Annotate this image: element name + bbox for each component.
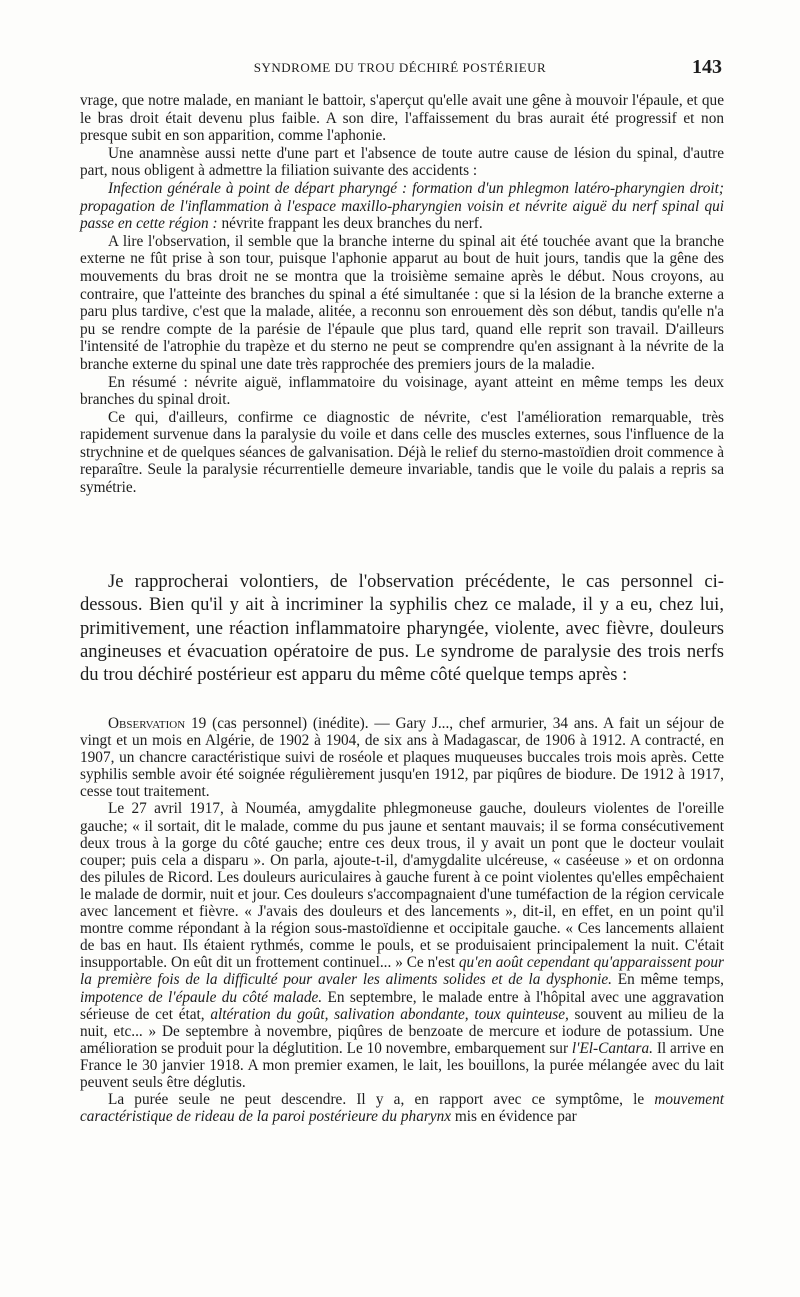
paragraph [80, 180, 724, 233]
text-block-observation [80, 715, 724, 1125]
text-run: mis en évidence par [451, 1108, 577, 1126]
text-run: En même temps, [611, 971, 724, 989]
text-block-main [80, 570, 724, 686]
text-run: Le 27 avril 1917, à Nouméa, amygdalite phlegmoneuse gauche, douleurs violentes de l'oreille gauche; « il sortait, dit le malade, comme du pus jaune et sentant mauvais; il se forma consécutivement deux trous à la gorge du côté gauche; entre ces deux trous, il y avait un pont que le docteur voulait couper; puis cela a disparu ». On parla, ajoute-t-il, d'amygdalite ulcéreuse, « caséeuse » et on ordonna des pilules de Ricord. Les douleurs auriculaires à gauche furent à ce point violentes qu'elles empêchaient le malade de dormir, nuit et jour. Ces douleurs s'accompagnaient d'une tuméfaction de la région cervicale avec lancement et fièvre. « J'avais des douleurs et des lancements », dit-il, en effet, en un point qu'il montre comme répondant à la région sous-mastoïdienne et occipitale gauche. « Ces lancements allaient de bas en haut. Ils étaient rythmés, comme le pouls, et se produisaient principalement la nuit. C'était insupportable. On eût dit un frottement continuel... » Ce n'est [80, 800, 724, 972]
text-run: La purée seule ne peut descendre. Il y a, en rapport avec ce symptôme, le [108, 1091, 655, 1109]
paragraph: Une anamnèse aussi nette d'une part et l'absence de toute autre cause de lésion du spinal, d'autre part, nous obligent à admettre la filiation suivante des accidents : [80, 144, 724, 180]
paragraph: Je rapprocherai volontiers, de l'observation précédente, le cas personnel ci-dessous. Bien qu'il y ait à incriminer la syphilis chez ce malade, il y a eu, chez lui, primitivement, une réaction inflammatoire pharyngée, violente, avec fièvre, douleurs angineuses et évacuation opératoire de pus. Le syndrome de paralysie des trois nerfs du trou déchiré postérieur est apparu du même côté quelque temps après : [80, 571, 724, 686]
running-title: SYNDROME DU TROU DÉCHIRÉ POSTÉRIEUR [253, 60, 547, 75]
paragraph [80, 715, 724, 800]
italic-text: Infection générale à point de départ pharyngé : formation d'un phlegmon latéro-pharyngien droit; propagation de l'inflammation à l'espace maxillo-pharyngien voisin et névrite aiguë du nerf spinal qui passe en cette région : [80, 179, 724, 233]
observation-label: Observation [108, 715, 186, 732]
text-block-commentary [80, 92, 724, 497]
italic-text: mouvement caractéristique de rideau de la paroi postérieure du pharynx [80, 1091, 724, 1126]
paragraph: vrage, que notre malade, en maniant le battoir, s'aperçut qu'elle avait une gêne à mouvoir l'épaule, et que le bras droit était devenu plus faible. A son dire, l'affaissement du bras aurait été progressif et non presque subit en son apparition, comme l'aphonie. [80, 92, 724, 145]
text-run: souvent au milieu de la nuit, etc... » De septembre à novembre, piqûres de benzoate de mercure et iodure de potassium. Une amélioration se produit pour la déglutition. Le 10 novembre, embarquement sur [80, 1005, 725, 1057]
page-header [0, 58, 800, 80]
text-run: névrite frappant les deux branches du nerf. [217, 215, 483, 233]
page-number: 143 [692, 56, 722, 78]
paragraph: Ce qui, d'ailleurs, confirme ce diagnostic de névrite, c'est l'amélioration remarquable, très rapidement survenue dans la paralysie du voile et dans celle des muscles externes, sous l'influence de la strychnine et de quelques séances de galvanisation. Déjà le relief du sterno-mastoïdien droit commence à reparaître. Seule la paralysie récurrentielle demeure invariable, tandis que le voile du palais a repris sa symétrie. [80, 408, 724, 497]
italic-text: impotence de l'épaule du côté malade. [80, 988, 323, 1006]
paragraph [80, 1091, 724, 1125]
italic-text: l'El-Cantara. [571, 1039, 653, 1057]
italic-text: altération du goût, salivation abondante, toux quinteuse, [210, 1005, 569, 1023]
italic-text: qu'en août cependant qu'apparaissent pour la première fois de la difficulté pour avaler les aliments solides et de la dysphonie. [80, 954, 724, 989]
paragraph [80, 800, 724, 1091]
text-run: Il arrive en France le 30 janvier 1918. A mon premier examen, le lait, les bouillons, la purée mélangée avec du lait peuvent seuls être déglutis. [80, 1039, 725, 1091]
text-run: 19 (cas personnel) (inédite). — Gary J..., chef armurier, 34 ans. A fait un séjour de vingt et un mois en Algérie, de 1902 à 1904, de six ans à Madagascar, de 1906 à 1912. A contracté, en 1907, un chancre caractéristique suivi de roséole et plaques muqueuses buccales trois mois après. Cette syphilis semble avoir été soignée régulièrement jusqu'en 1912, par piqûres de biodure. De 1912 à 1917, cesse tout traitement. [80, 715, 724, 801]
paragraph: A lire l'observation, il semble que la branche interne du spinal ait été touchée avant que la branche externe ne fût prise à son tour, puisque l'aphonie apparut au bout de huit jours, tandis que la gêne des mouvements du bras droit ne se montra que la troisième semaine après le début. Nous croyons, au contraire, que l'atteinte des branches du spinal a été simultanée : que si la lésion de la branche externe a paru plus tardive, c'est que la malade, alitée, a reconnu son enrouement dès son début, tandis qu'elle n'a pu se rendre compte de la parésie de l'épaule que plus tard, quand elle reprit son travail. D'ailleurs l'intensité de l'atrophie du trapèze et du sterno ne peut se comprendre qu'en assignant à la névrite de la branche externe du spinal une date très rapprochée des premiers jours de la maladie. [80, 232, 724, 373]
paragraph: En résumé : névrite aiguë, inflammatoire du voisinage, ayant atteint en même temps les deux branches du spinal droit. [80, 373, 724, 409]
text-run: En septembre, le malade entre à l'hôpital avec une aggravation sérieuse de cet état, [80, 988, 724, 1023]
